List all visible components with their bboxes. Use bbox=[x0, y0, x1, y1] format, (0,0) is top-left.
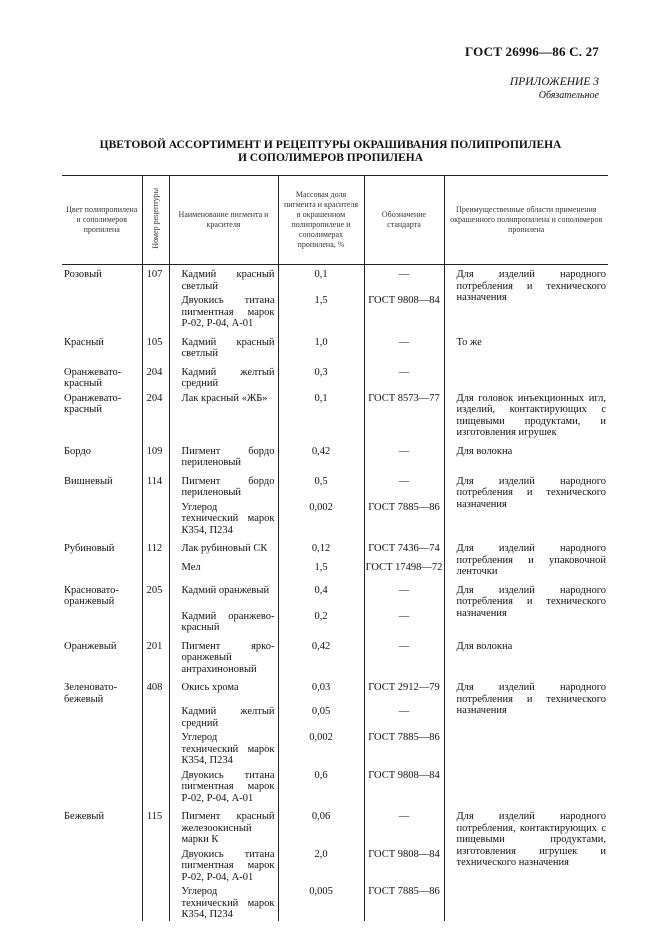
cell-standard: ГОСТ 7436—74 bbox=[364, 536, 444, 561]
table-row bbox=[62, 578, 608, 608]
table-row bbox=[62, 804, 608, 846]
cell-standard: — bbox=[364, 608, 444, 634]
title-line-2: И СОПОЛИМЕРОВ ПРОПИЛЕНА bbox=[237, 151, 424, 164]
cell-pigment: Кадмий оранжево-красный bbox=[169, 608, 278, 634]
cell-mass: 0,002 bbox=[278, 499, 364, 537]
cell-color: Зеленовато-бежевый bbox=[64, 682, 118, 705]
cell-pigment: Пигмент красный железоокисный марки К bbox=[169, 804, 278, 846]
cell-pigment: Мел bbox=[169, 561, 278, 578]
table-row bbox=[62, 536, 608, 561]
cell-standard: — bbox=[364, 360, 444, 390]
table-row bbox=[62, 469, 608, 499]
title-line-1: ЦВЕТОВОЙ АССОРТИМЕНТ И РЕЦЕПТУРЫ ОКРАШИВАНИЯ ПОЛИПРОПИЛЕНА bbox=[99, 139, 562, 151]
header-color: Цвет полипропилена и сополимеров пропилена bbox=[62, 176, 142, 265]
cell-standard: — bbox=[364, 804, 444, 846]
table-row bbox=[62, 675, 608, 705]
header-recipe-number bbox=[142, 176, 169, 265]
cell-recipe-number: 114 bbox=[142, 469, 169, 499]
cell-pigment: Пигмент ярко-оранжевый антрахиноновый bbox=[169, 634, 278, 676]
cell-standard: — bbox=[364, 265, 444, 293]
cell-standard: ГОСТ 9808—84 bbox=[364, 292, 444, 330]
cell-area bbox=[444, 360, 608, 390]
cell-recipe-number: 107 bbox=[142, 265, 169, 293]
recipe-table bbox=[62, 175, 608, 921]
cell-mass: 0,03 bbox=[278, 675, 364, 705]
cell-recipe-number: 204 bbox=[142, 390, 169, 439]
cell-standard: ГОСТ 7885—86 bbox=[364, 883, 444, 921]
cell-color bbox=[62, 846, 142, 884]
cell-standard: ГОСТ 2912—79 bbox=[364, 675, 444, 705]
cell-pigment: Двуокись титана пигментная марок Р-02, Р-04, А-01 bbox=[169, 292, 278, 330]
cell-recipe-number: 408 bbox=[142, 675, 169, 705]
cell-pigment: Двуокись титана пигментная марок Р-02, Р-04, А-01 bbox=[169, 846, 278, 884]
table-row bbox=[62, 360, 608, 390]
cell-color: Бордо bbox=[64, 445, 91, 457]
header-standard: Обозначение стандарта bbox=[364, 176, 444, 265]
table-body bbox=[62, 265, 608, 921]
cell-pigment: Пигмент бордо периленовый bbox=[169, 469, 278, 499]
table-row bbox=[62, 634, 608, 676]
cell-mass: 2,0 bbox=[278, 846, 364, 884]
cell-color: Оранжевато-красный bbox=[64, 392, 122, 415]
cell-pigment: Пигмент бордо периленовый bbox=[169, 439, 278, 469]
cell-color bbox=[62, 883, 142, 921]
page-header-code: ГОСТ 26996—86 С. 27 bbox=[465, 44, 599, 59]
cell-recipe-number bbox=[142, 561, 169, 578]
header-recipe-number-text: Номер рецептуры bbox=[150, 188, 160, 249]
cell-mass: 1,5 bbox=[278, 561, 364, 578]
header-mass-fraction: Массовая доля пигмента и красителя в окрашенном полипропилене и сополимерах пропилена, % bbox=[278, 176, 364, 265]
cell-pigment: Кадмий желтый средний bbox=[169, 705, 278, 729]
cell-mass: 0,42 bbox=[278, 634, 364, 676]
cell-area: Для волокна bbox=[444, 439, 608, 469]
cell-pigment: Углерод технический марок К354, П234 bbox=[169, 883, 278, 921]
cell-recipe-number: 204 bbox=[142, 360, 169, 390]
cell-area: Для изделий народного потребления и технического назначения bbox=[444, 675, 608, 804]
cell-recipe-number: 205 bbox=[142, 578, 169, 608]
cell-pigment: Углерод технический марок К354, П234 bbox=[169, 499, 278, 537]
cell-standard: ГОСТ 7885—86 bbox=[364, 729, 444, 767]
cell-color: Рубиновый bbox=[64, 543, 115, 554]
cell-area: Для волокна bbox=[444, 634, 608, 676]
cell-mass: 0,2 bbox=[278, 608, 364, 634]
cell-color bbox=[62, 499, 142, 537]
cell-recipe-number: 115 bbox=[142, 804, 169, 846]
cell-color bbox=[62, 292, 142, 330]
cell-area: Для изделий народного потребления и технического назначения bbox=[444, 578, 608, 634]
cell-standard: ГОСТ 9808—84 bbox=[364, 846, 444, 884]
table-row bbox=[62, 390, 608, 439]
cell-standard: — bbox=[364, 469, 444, 499]
cell-pigment: Кадмий красный светлый bbox=[169, 265, 278, 293]
cell-pigment: Двуокись титана пигментная марок Р-02, Р-04, А-01 bbox=[169, 767, 278, 805]
cell-mass: 0,4 bbox=[278, 578, 364, 608]
cell-color bbox=[62, 729, 142, 767]
appendix-label bbox=[510, 76, 599, 102]
cell-standard: — bbox=[364, 705, 444, 729]
cell-color: Красный bbox=[64, 336, 104, 348]
cell-standard: ГОСТ 9808—84 bbox=[364, 767, 444, 805]
cell-recipe-number bbox=[142, 729, 169, 767]
table-row bbox=[62, 330, 608, 360]
cell-pigment: Кадмий красный светлый bbox=[169, 330, 278, 360]
cell-mass: 0,06 bbox=[278, 804, 364, 846]
table-row bbox=[62, 439, 608, 469]
cell-recipe-number: 201 bbox=[142, 634, 169, 676]
cell-mass: 0,12 bbox=[278, 536, 364, 561]
cell-recipe-number bbox=[142, 883, 169, 921]
cell-color bbox=[62, 767, 142, 805]
cell-mass: 0,005 bbox=[278, 883, 364, 921]
cell-recipe-number: 109 bbox=[142, 439, 169, 469]
cell-mass: 0,002 bbox=[278, 729, 364, 767]
cell-recipe-number bbox=[142, 767, 169, 805]
cell-pigment: Кадмий оранжевый bbox=[169, 578, 278, 608]
cell-standard: ГОСТ 17498—72 bbox=[364, 561, 444, 578]
cell-mass: 1,5 bbox=[278, 292, 364, 330]
cell-pigment: Лак рубиновый СК bbox=[169, 536, 278, 561]
cell-color bbox=[62, 561, 142, 578]
appendix-number: ПРИЛОЖЕНИЕ 3 bbox=[509, 76, 599, 88]
cell-mass: 0,1 bbox=[278, 265, 364, 293]
cell-standard: — bbox=[364, 330, 444, 360]
cell-color bbox=[62, 705, 142, 729]
table-header-row bbox=[62, 176, 608, 265]
appendix-note: Обязательное bbox=[538, 90, 599, 101]
cell-recipe-number bbox=[142, 292, 169, 330]
cell-color: Оранжевый bbox=[64, 640, 117, 652]
cell-area: То же bbox=[444, 330, 608, 360]
cell-standard: — bbox=[364, 578, 444, 608]
document-title bbox=[0, 139, 661, 164]
cell-mass: 1,0 bbox=[278, 330, 364, 360]
cell-pigment: Окись хрома bbox=[169, 675, 278, 705]
cell-color bbox=[62, 608, 142, 634]
cell-pigment: Кадмий желтый средний bbox=[169, 360, 278, 390]
header-pigment: Наименование пигмента и красителя bbox=[169, 176, 278, 265]
cell-mass: 0,6 bbox=[278, 767, 364, 805]
cell-mass: 0,3 bbox=[278, 360, 364, 390]
cell-recipe-number: 105 bbox=[142, 330, 169, 360]
cell-mass: 0,42 bbox=[278, 439, 364, 469]
cell-pigment: Лак красный «ЖБ» bbox=[169, 390, 278, 439]
cell-color: Бежевый bbox=[64, 811, 105, 822]
cell-recipe-number: 112 bbox=[142, 536, 169, 561]
cell-pigment: Углерод технический марок К354, П234 bbox=[169, 729, 278, 767]
cell-recipe-number bbox=[142, 705, 169, 729]
cell-recipe-number bbox=[142, 846, 169, 884]
cell-area: Для изделий народного потребления и технического назначения bbox=[444, 469, 608, 537]
cell-area: Для изделий народного потребления и упаковочной ленточки bbox=[444, 536, 608, 578]
cell-standard: — bbox=[364, 439, 444, 469]
cell-recipe-number bbox=[142, 608, 169, 634]
table-row bbox=[62, 265, 608, 293]
cell-area: Для изделий народного потребления, контактирующих с пищевыми продуктами, изготовления игрушек и технического назначения bbox=[444, 804, 608, 921]
cell-mass: 0,05 bbox=[278, 705, 364, 729]
cell-mass: 0,5 bbox=[278, 469, 364, 499]
cell-area: Для изделий народного потребления и технического назначения bbox=[444, 265, 608, 330]
cell-standard: — bbox=[364, 634, 444, 676]
header-application-area: Преимущественные области применения окрашенного полипропилена и сополимеров пропилена bbox=[444, 176, 608, 265]
cell-color: Вишневый bbox=[64, 475, 113, 487]
cell-color: Оранжевато-красный bbox=[64, 366, 122, 389]
cell-mass: 0,1 bbox=[278, 390, 364, 439]
cell-standard: ГОСТ 8573—77 bbox=[364, 390, 444, 439]
cell-color: Красновато-оранжевый bbox=[64, 584, 119, 607]
cell-color: Розовый bbox=[64, 269, 102, 280]
cell-recipe-number bbox=[142, 499, 169, 537]
cell-area: Для головок инъекционных игл, изделий, контактирующих с пищевыми продуктами, и изготовления игрушек bbox=[444, 390, 608, 439]
cell-standard: ГОСТ 7885—86 bbox=[364, 499, 444, 537]
